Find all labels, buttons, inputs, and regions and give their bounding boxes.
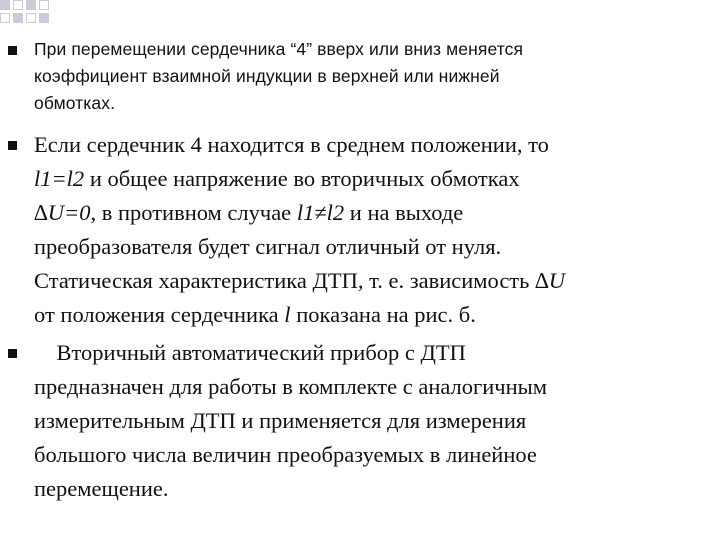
text-line: [34, 298, 692, 332]
text-line: [34, 128, 692, 162]
bullet-item-3: [34, 336, 692, 506]
text-line: коэффициент взаимной индукции в верхней или нижней: [34, 66, 500, 86]
formula-l: l: [284, 302, 291, 327]
bullet-item-1: [34, 36, 692, 117]
text-line: [34, 196, 692, 230]
text-line: обмотках.: [34, 93, 116, 113]
text-line: [34, 230, 692, 264]
square-bullet-icon: [8, 141, 17, 150]
text-line: большого числа величин преобразуемых в линейное: [34, 442, 537, 467]
formula-l1-not-equal-l2: l1≠l2: [296, 200, 345, 225]
bullet-text-3: [34, 336, 692, 506]
text-segment: Статическая характеристика ДТП, т. е. зависимость: [34, 268, 536, 293]
text-line: измерительным ДТП и применяется для измерения: [34, 408, 527, 433]
text-segment: от положения сердечника: [34, 302, 285, 327]
text-line: [34, 264, 692, 298]
bullet-text-1: [34, 36, 692, 117]
text-line: Вторичный автоматический прибор с ДТП: [34, 340, 466, 365]
formula-delta-u-zero: ∆U=0: [34, 200, 91, 225]
formula-delta-u: ∆U: [535, 268, 566, 293]
square-bullet-icon: [8, 349, 17, 358]
text-line: предназначен для работы в комплекте с аналогичным: [34, 374, 548, 399]
text-line: перемещение.: [34, 476, 169, 501]
text-segment: преобразователя будет сигнал отличный от нуля.: [34, 234, 502, 259]
text-segment: и на выходе: [344, 200, 464, 225]
bullet-item-2: [34, 128, 692, 332]
text-segment: Если сердечник 4 находится в среднем положении, то: [34, 132, 549, 157]
formula-l1-equals-l2: l1=l2: [34, 166, 85, 191]
text-line: При перемещении сердечника “4” вверх или вниз меняется: [34, 39, 524, 59]
square-bullet-icon: [8, 46, 17, 55]
text-line: [34, 162, 692, 196]
bullet-text-2: [34, 128, 692, 332]
text-segment: и общее напряжение во вторичных обмотках: [84, 166, 520, 191]
text-segment: , в противном случае: [90, 200, 297, 225]
text-segment: показана на рис. б.: [290, 302, 476, 327]
